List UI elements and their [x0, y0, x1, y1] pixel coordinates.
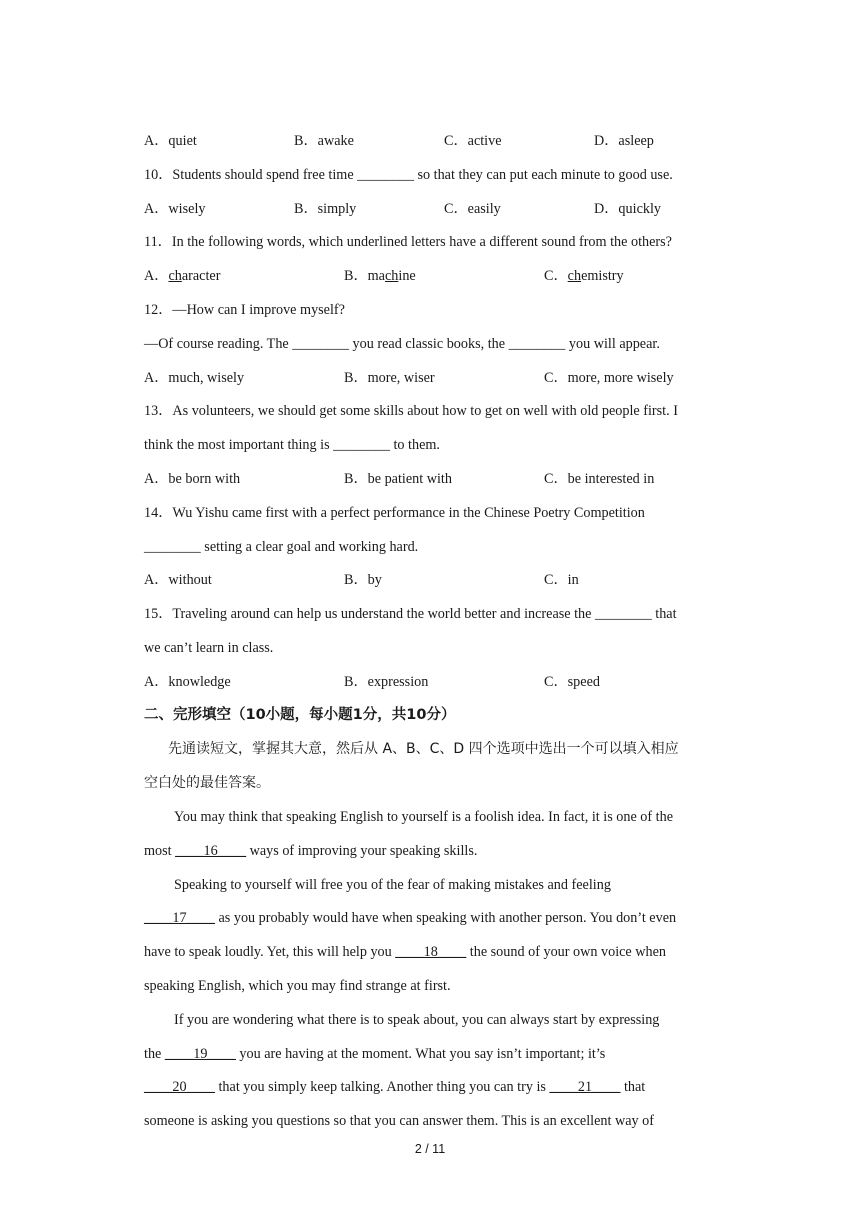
- q10-option-a: A．wisely: [144, 201, 206, 217]
- blank-21: ____21____: [549, 1079, 621, 1095]
- q15-option-b: B．expression: [344, 674, 429, 690]
- passage-p1-line1: You may think that speaking English to yourself is a foolish idea. In fact, it is one of the: [174, 809, 673, 825]
- q15-stem-line1: 15．Traveling around can help us understand the world better and increase the ________ that: [144, 606, 677, 622]
- q10-option-b: B．simply: [294, 201, 357, 217]
- q9-option-c: C．active: [444, 133, 502, 149]
- passage-p3-line1: If you are wondering what there is to speak about, you can always start by expressing: [174, 1012, 660, 1028]
- q14-stem-line1: 14．Wu Yishu came first with a perfect performance in the Chinese Poetry Competition: [144, 505, 645, 521]
- blank-20: ____20____: [144, 1079, 215, 1095]
- q12-option-a: A．much, wisely: [144, 370, 245, 386]
- q9-option-d: D．asleep: [594, 133, 654, 149]
- q15-stem-line2: we can’t learn in class.: [144, 640, 274, 656]
- q11-option-b: B．machine: [344, 268, 416, 284]
- section-instructions-line1: 先通读短文，掌握其大意，然后从 A、B、C、D 四个选项中选出一个可以填入相应: [168, 741, 679, 757]
- q14-option-c: C．in: [544, 572, 579, 588]
- q14-stem-line2: ________ setting a clear goal and working hard.: [144, 539, 419, 555]
- q15-option-c: C．speed: [544, 674, 600, 690]
- q15-option-a: A．knowledge: [144, 674, 231, 690]
- blank-18: ____18____: [395, 944, 467, 960]
- q13-option-b: B．be patient with: [344, 471, 452, 487]
- page-number: 2 / 11: [414, 1142, 446, 1156]
- q14-option-b: B．by: [344, 572, 382, 588]
- section-heading: 二、完形填空（10小题，每小题1分，共10分）: [144, 707, 456, 723]
- q10-stem: 10．Students should spend free time ________ so that they can put each minute to good use.: [144, 167, 673, 183]
- q10-option-d: D．quickly: [594, 201, 661, 217]
- q11-option-c: C．chemistry: [544, 268, 624, 284]
- passage-p2-line3: have to speak loudly. Yet, this will help you ____18____ the sound of your own voice when: [144, 944, 667, 960]
- passage-p2-line2: ____17____ as you probably would have when speaking with another person. You don’t even: [144, 910, 677, 926]
- passage-p3-line4: someone is asking you questions so that you can answer them. This is an excellent way of: [144, 1113, 654, 1129]
- q9-option-a: A．quiet: [144, 133, 197, 149]
- q13-stem-line2: think the most important thing is ________ to them.: [144, 437, 440, 453]
- blank-17: ____17____: [144, 910, 215, 926]
- blank-16: ____16____: [175, 843, 247, 859]
- q11-stem: 11．In the following words, which underlined letters have a different sound from the others?: [144, 234, 672, 250]
- passage-p3-line3: ____20____ that you simply keep talking. Another thing you can try is ____21____ that: [144, 1079, 646, 1095]
- passage-p1-line2: most ____16____ ways of improving your speaking skills.: [144, 843, 478, 859]
- q11-option-a: A．character: [144, 268, 221, 284]
- q12-stem: 12．—How can I improve myself?: [144, 302, 345, 318]
- q13-stem-line1: 13．As volunteers, we should get some skills about how to get on well with old people first. I: [144, 403, 678, 419]
- passage-p2-line1: Speaking to yourself will free you of the fear of making mistakes and feeling: [174, 877, 611, 893]
- passage-p3-line2: the ____19____ you are having at the moment. What you say isn’t important; it’s: [144, 1046, 606, 1062]
- q13-option-c: C．be interested in: [544, 471, 655, 487]
- q14-option-a: A．without: [144, 572, 212, 588]
- blank-19: ____19____: [164, 1046, 236, 1062]
- q13-option-a: A．be born with: [144, 471, 241, 487]
- q12-option-b: B．more, wiser: [344, 370, 435, 386]
- q9-option-b: B．awake: [294, 133, 354, 149]
- section-instructions-line2: 空白处的最佳答案。: [144, 775, 270, 791]
- q12-option-c: C．more, more wisely: [544, 370, 674, 386]
- passage-p2-line4: speaking English, which you may find strange at first.: [144, 978, 451, 994]
- q12-dialogue-line: —Of course reading. The ________ you read classic books, the ________ you will appear.: [144, 336, 660, 352]
- q10-option-c: C．easily: [444, 201, 501, 217]
